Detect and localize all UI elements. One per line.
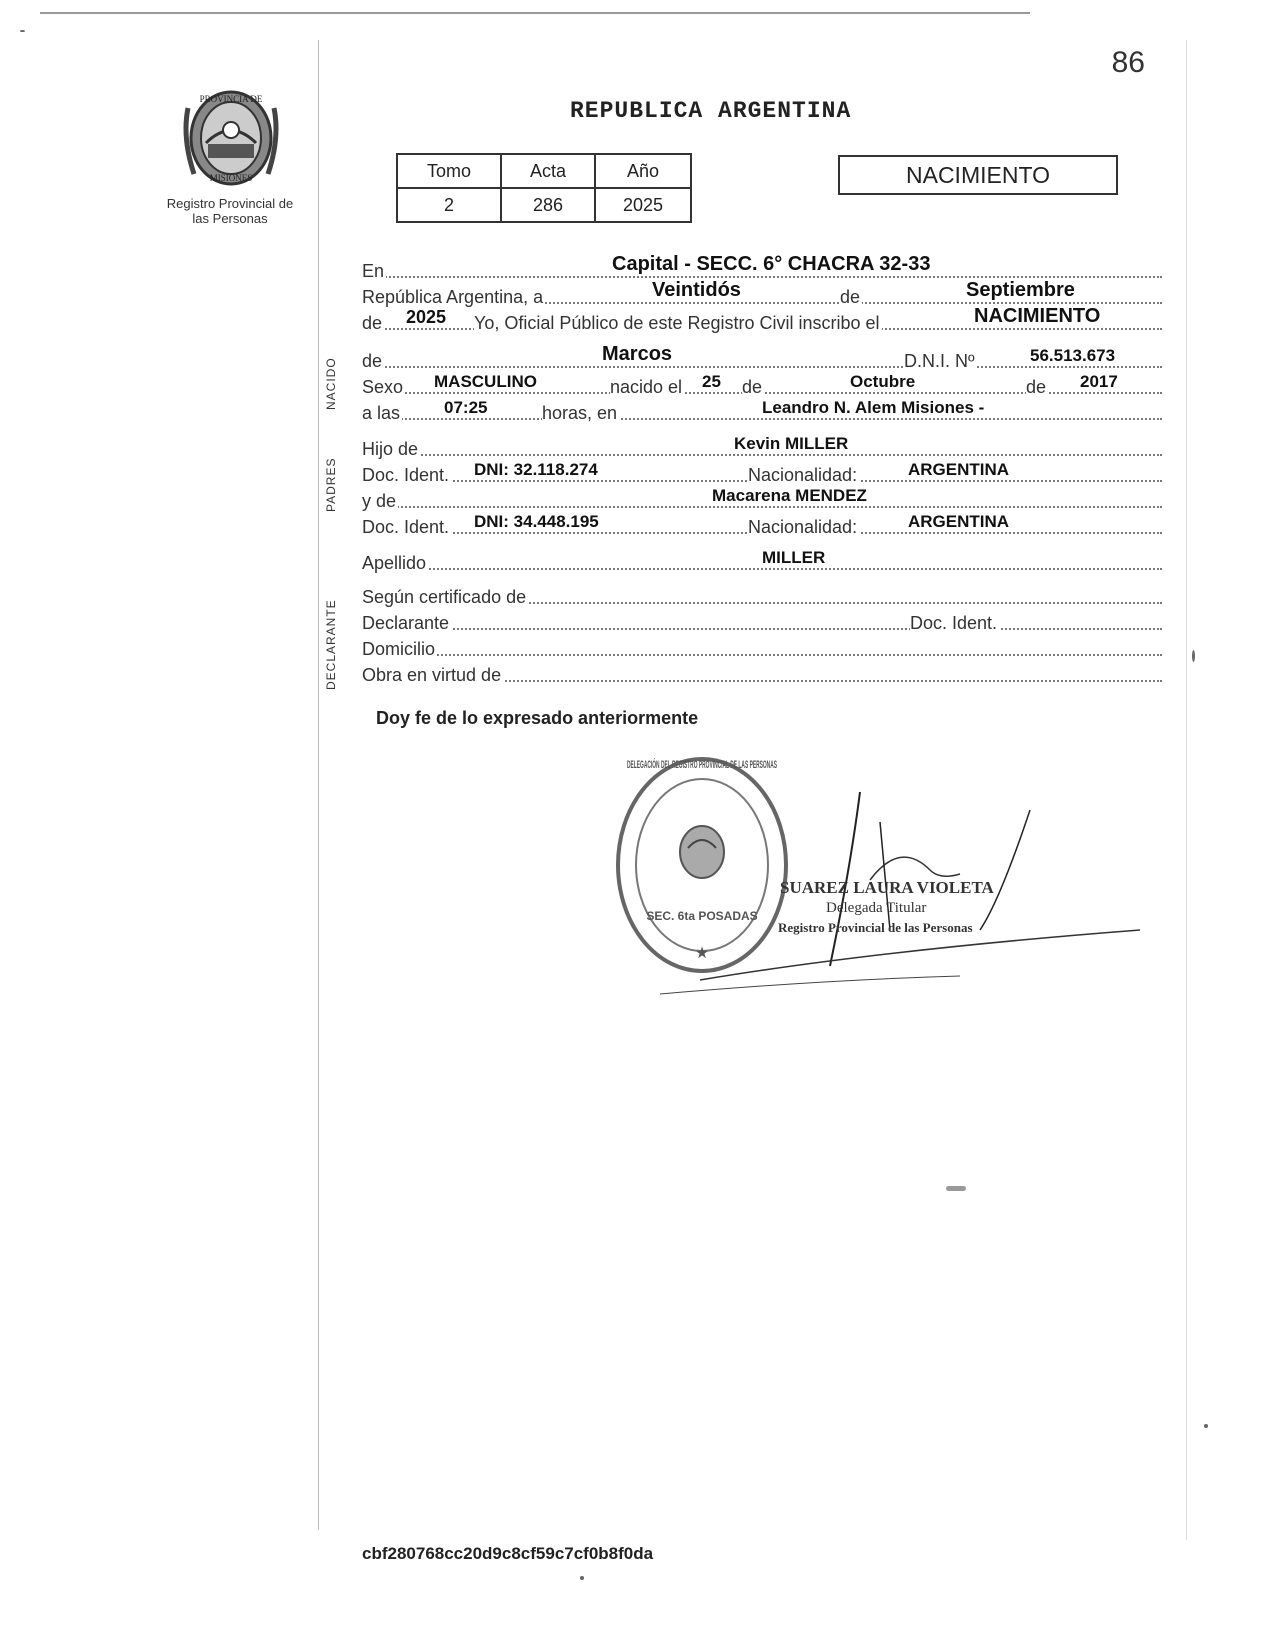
field-nombre: de Marcos D.N.I. Nº 56.513.673	[362, 348, 1162, 372]
anio-inscripcion-value: 2025	[406, 307, 447, 327]
page-title: REPUBLICA ARGENTINA	[570, 98, 852, 124]
field-hora-lugar: a las 07:25 horas, en Leandro N. Alem Misiones -	[362, 400, 1162, 424]
anio-value: 2025	[595, 188, 691, 222]
tipo-inscripcion-value: NACIMIENTO	[974, 305, 1101, 327]
side-label-declarante: DECLARANTE	[324, 599, 338, 690]
hora-value: 07:25	[444, 398, 488, 417]
page-number: 86	[1111, 46, 1145, 79]
province-seal-logo	[178, 88, 284, 188]
field-padre-doc: Doc. Ident. DNI: 32.118.274 Nacionalidad: ARGENTINA	[362, 462, 1162, 486]
padre-value: Kevin MILLER	[734, 434, 849, 453]
logo-text-bottom: MISIONES	[209, 173, 253, 183]
right-rule	[1186, 40, 1187, 1540]
scan-speck	[580, 1576, 584, 1580]
tomo-value: 2	[397, 188, 501, 222]
document-type-box: NACIMIENTO	[838, 155, 1118, 195]
logo-text-top: PROVINCIA DE	[199, 94, 263, 104]
field-inscripcion: de 2025 Yo, Oficial Público de este Registro Civil inscribo el NACIMIENTO	[362, 310, 1162, 334]
acta-value: 286	[501, 188, 595, 222]
official-organization: Registro Provincial de las Personas	[778, 920, 973, 935]
closing-statement: Doy fe de lo expresado anteriormente	[376, 708, 699, 728]
tomo-header: Tomo	[397, 154, 501, 188]
margin-rule	[318, 40, 319, 1530]
apellido-value: MILLER	[762, 548, 826, 567]
madre-doc-value: DNI: 34.448.195	[474, 512, 599, 531]
field-obra: Obra en virtud de	[362, 662, 1162, 686]
stamp-inner-text: SEC. 6ta POSADAS	[646, 909, 758, 923]
scan-speck	[1204, 1424, 1208, 1428]
top-rule	[40, 12, 1030, 14]
nombre-value: Marcos	[602, 343, 673, 365]
nacido-dia-value: 25	[702, 372, 721, 391]
dia-value: Veintidós	[652, 279, 741, 301]
official-role: Delegada Titular	[826, 900, 927, 916]
field-madre: y de Macarena MENDEZ	[362, 488, 1162, 512]
scan-speck	[1192, 650, 1195, 662]
field-fecha: República Argentina, a Veintidós de Septiembre	[362, 284, 1162, 308]
lugar-nacimiento-value: Leandro N. Alem Misiones -	[762, 398, 985, 417]
side-label-padres: PADRES	[324, 457, 338, 512]
field-en: En Capital - SECC. 6° CHACRA 32-33	[362, 258, 1162, 282]
side-label-nacido: NACIDO	[324, 357, 338, 410]
field-domicilio: Domicilio	[362, 636, 1162, 660]
madre-nacionalidad-value: ARGENTINA	[908, 512, 1010, 531]
stamp-outer-text: DELEGACIÓN DEL REGISTRO PROVINCIAL DE LAS PERSONAS	[627, 759, 965, 771]
scan-speck	[946, 1186, 966, 1191]
field-madre-doc: Doc. Ident. DNI: 34.448.195 Nacionalidad: ARGENTINA	[362, 514, 1162, 538]
field-padre: Hijo de Kevin MILLER	[362, 436, 1162, 460]
nacido-anio-value: 2017	[1080, 372, 1118, 391]
acta-header: Acta	[501, 154, 595, 188]
padre-doc-value: DNI: 32.118.274	[474, 460, 598, 479]
padre-nacionalidad-value: ARGENTINA	[908, 460, 1010, 479]
field-certificado: Según certificado de	[362, 584, 1162, 608]
field-apellido: Apellido MILLER	[362, 550, 1162, 574]
logo-caption: Registro Provincial de las Personas	[166, 196, 294, 226]
madre-value: Macarena MENDEZ	[712, 486, 867, 505]
document-hash: cbf280768cc20d9c8cf59c7cf0b8f0da	[362, 1544, 654, 1563]
svg-text:★: ★	[694, 945, 710, 962]
scan-speck	[20, 30, 25, 32]
field-declarante: Declarante Doc. Ident.	[362, 610, 1162, 634]
anio-header: Año	[595, 154, 691, 188]
nacido-mes-value: Octubre	[850, 372, 916, 391]
lugar-inscripcion-value: Capital - SECC. 6° CHACRA 32-33	[612, 253, 931, 275]
official-name: SUAREZ LAURA VIOLETA	[780, 878, 994, 897]
dni-nacido-value: 56.513.673	[1030, 346, 1116, 365]
mes-value: Septiembre	[966, 279, 1075, 301]
field-sexo-fecha-nac: Sexo MASCULINO nacido el 25 de Octubre de 2017	[362, 374, 1162, 398]
registry-table	[396, 153, 692, 223]
sexo-value: MASCULINO	[434, 372, 537, 391]
